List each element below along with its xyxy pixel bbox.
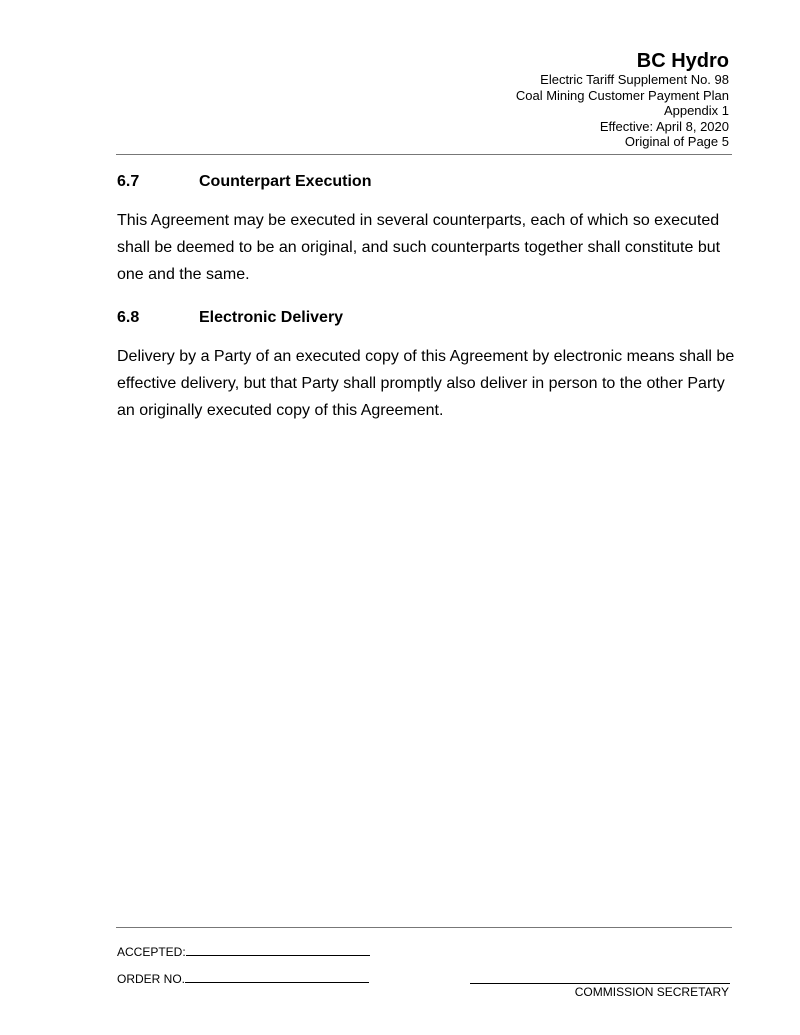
- section-heading-6-7: [117, 173, 371, 191]
- section-title: Electronic Delivery: [199, 309, 344, 326]
- order-number-field: [117, 970, 369, 986]
- footer-divider: [116, 927, 732, 928]
- section-title: Counterpart Execution: [199, 173, 372, 190]
- accepted-field: [117, 943, 370, 959]
- accepted-label: ACCEPTED:: [117, 945, 186, 959]
- section-body-6-7: This Agreement may be executed in several counterparts, each of which so executed shall be deemed to be an original, and such counterparts together shall constitute but one and the same.: [117, 212, 721, 283]
- page-header: [516, 50, 729, 150]
- order-number-label: ORDER NO.: [117, 972, 186, 986]
- effective-date: Effective: April 8, 2020: [599, 118, 729, 134]
- order-number-line: [185, 970, 369, 983]
- section-body-6-8: Delivery by a Party of an executed copy of this Agreement by electronic means shall be effective delivery, but that Party shall promptly also deliver in person to the other Party an originally executed copy of this Agreement.: [117, 348, 735, 419]
- section-number: 6.7: [117, 173, 140, 190]
- page-label: Original of Page 5: [624, 134, 729, 149]
- secretary-label: COMMISSION SECRETARY: [574, 985, 729, 999]
- appendix-label: Appendix 1: [663, 103, 729, 118]
- tariff-supplement: Electric Tariff Supplement No. 98: [540, 72, 729, 87]
- section-heading-6-8: [117, 309, 343, 327]
- section-number: 6.8: [117, 309, 140, 326]
- secretary-signature-line: [470, 983, 730, 984]
- payment-plan-title: Coal Mining Customer Payment Plan: [515, 87, 729, 103]
- company-name: BC Hydro: [636, 50, 729, 72]
- header-divider: [116, 154, 732, 155]
- accepted-signature-line: [186, 943, 370, 956]
